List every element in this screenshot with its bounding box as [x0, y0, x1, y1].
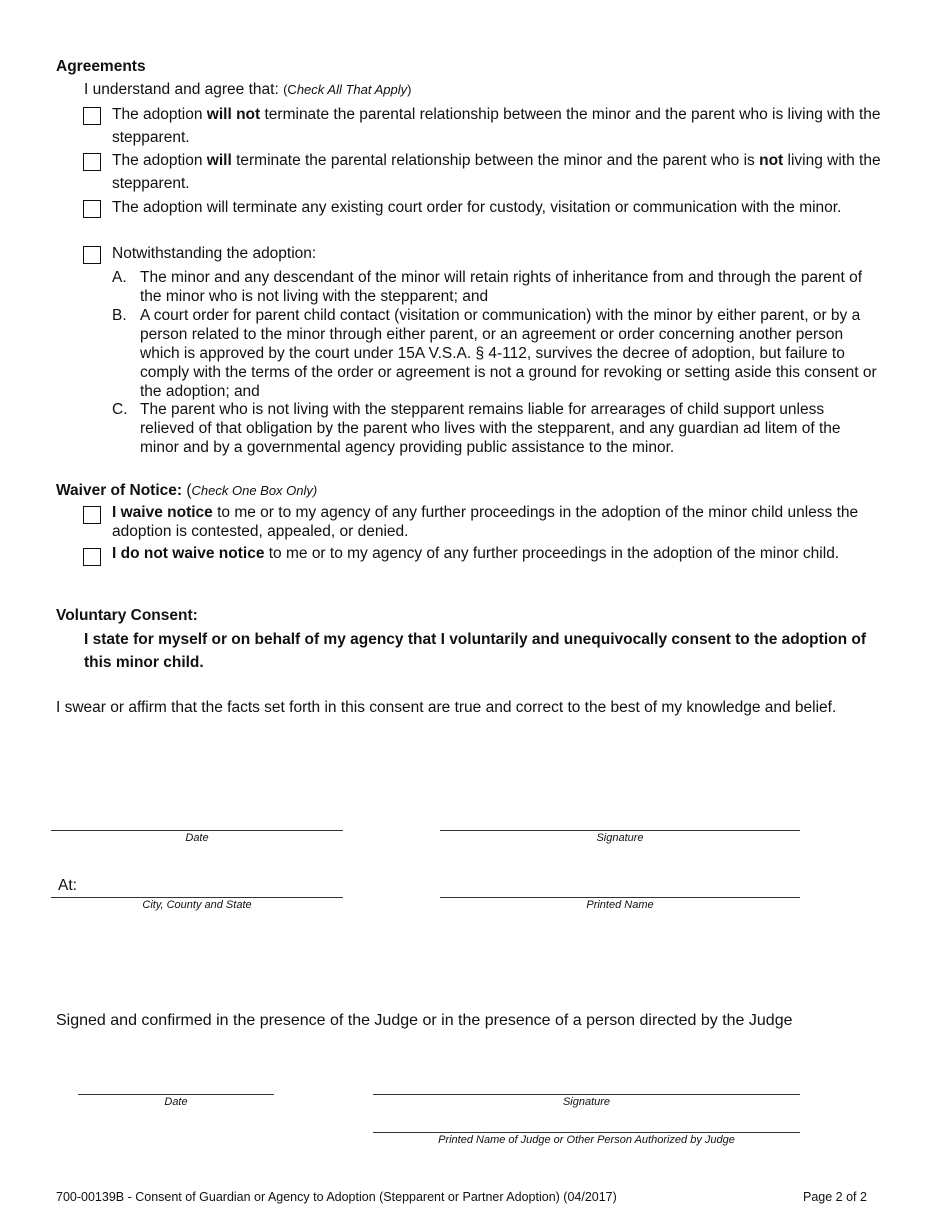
agreement-item-notwithstanding: Notwithstanding the adoption:: [112, 245, 317, 262]
consent-heading: Voluntary Consent:: [56, 607, 198, 624]
judge-printed-name-caption: Printed Name of Judge or Other Person Authorized by Judge: [438, 1134, 735, 1146]
footer-form-id: 700-00139B - Consent of Guardian or Agency to Adoption (Stepparent or Partner Adoption) (04/2017): [56, 1190, 617, 1204]
waiver-option-do-not-waive: I do not waive notice to me or to my agency of any further proceedings in the adoption of the minor child.: [112, 545, 840, 562]
agreement-item-court-order: The adoption will terminate any existing court order for custody, visitation or communication with the minor.: [112, 199, 842, 216]
signature-line[interactable]: [440, 830, 800, 831]
waiver-heading: Waiver of Notice: (Check One Box Only): [56, 482, 318, 499]
agreement-item-will-not-terminate: The adoption will not terminate the parental relationship between the minor and the parent who is living with the stepparent.: [112, 106, 881, 146]
checkbox-terminate-court-order[interactable]: [83, 200, 101, 218]
at-label: At:: [58, 877, 77, 894]
printed-name-caption: Printed Name: [586, 899, 654, 911]
city-county-state-caption: City, County and State: [142, 899, 252, 911]
checkbox-will-not-terminate[interactable]: [83, 107, 101, 125]
date-caption: Date: [185, 832, 209, 844]
judge-printed-name-line[interactable]: [373, 1132, 800, 1133]
city-county-state-line[interactable]: [51, 897, 343, 898]
judge-signature-line[interactable]: [373, 1094, 800, 1095]
judge-statement: Signed and confirmed in the presence of the Judge or in the presence of a person directed by the Judge: [56, 1012, 793, 1029]
date-line[interactable]: [51, 830, 343, 831]
agreements-heading: Agreements: [56, 58, 146, 75]
signature-caption: Signature: [596, 832, 644, 844]
checkbox-waive-notice[interactable]: [83, 506, 101, 524]
judge-date-caption: Date: [164, 1096, 188, 1108]
sub-item-a: A. The minor and any descendant of the minor will retain rights of inheritance from and through the parent of the minor who is not living with the stepparent; and: [112, 269, 863, 305]
sub-item-c: C. The parent who is not living with the stepparent remains liable for arrearages of child support unless relieved of that obligation by the parent who lives with the stepparent, and any guardian ad litem of the minor and by a governmental agency providing public assistance to the minor.: [112, 401, 841, 456]
judge-date-line[interactable]: [78, 1094, 274, 1095]
printed-name-line[interactable]: [440, 897, 800, 898]
agreements-intro: I understand and agree that: (Check All That Apply): [84, 81, 412, 98]
checkbox-do-not-waive-notice[interactable]: [83, 548, 101, 566]
sub-item-b: B. A court order for parent child contact (visitation or communication) with the minor by either parent, or by a person related to the minor through either parent, or an agreement or order concerning another person which is approved by the court under 15A V.S.A. § 4-112, survives the decree of adoption, but failure to comply with the terms of the order or agreement is not a ground for revoking or setting aside this consent or the adoption; and: [112, 307, 877, 400]
consent-statement: I state for myself or on behalf of my agency that I voluntarily and unequivocally consent to the adoption of this minor child.: [84, 631, 866, 671]
checkbox-will-terminate[interactable]: [83, 153, 101, 171]
waiver-option-waive: I waive notice to me or to my agency of any further proceedings in the adoption of the minor child unless the adoption is contested, appealed, or denied.: [112, 504, 859, 540]
footer-page-number: Page 2 of 2: [803, 1190, 867, 1204]
judge-signature-caption: Signature: [562, 1096, 611, 1108]
affirmation-text: I swear or affirm that the facts set forth in this consent are true and correct to the best of my knowledge and belief.: [56, 699, 837, 716]
checkbox-notwithstanding[interactable]: [83, 246, 101, 264]
agreement-item-will-terminate: The adoption will terminate the parental relationship between the minor and the parent who is not living with the stepparent.: [112, 152, 881, 192]
